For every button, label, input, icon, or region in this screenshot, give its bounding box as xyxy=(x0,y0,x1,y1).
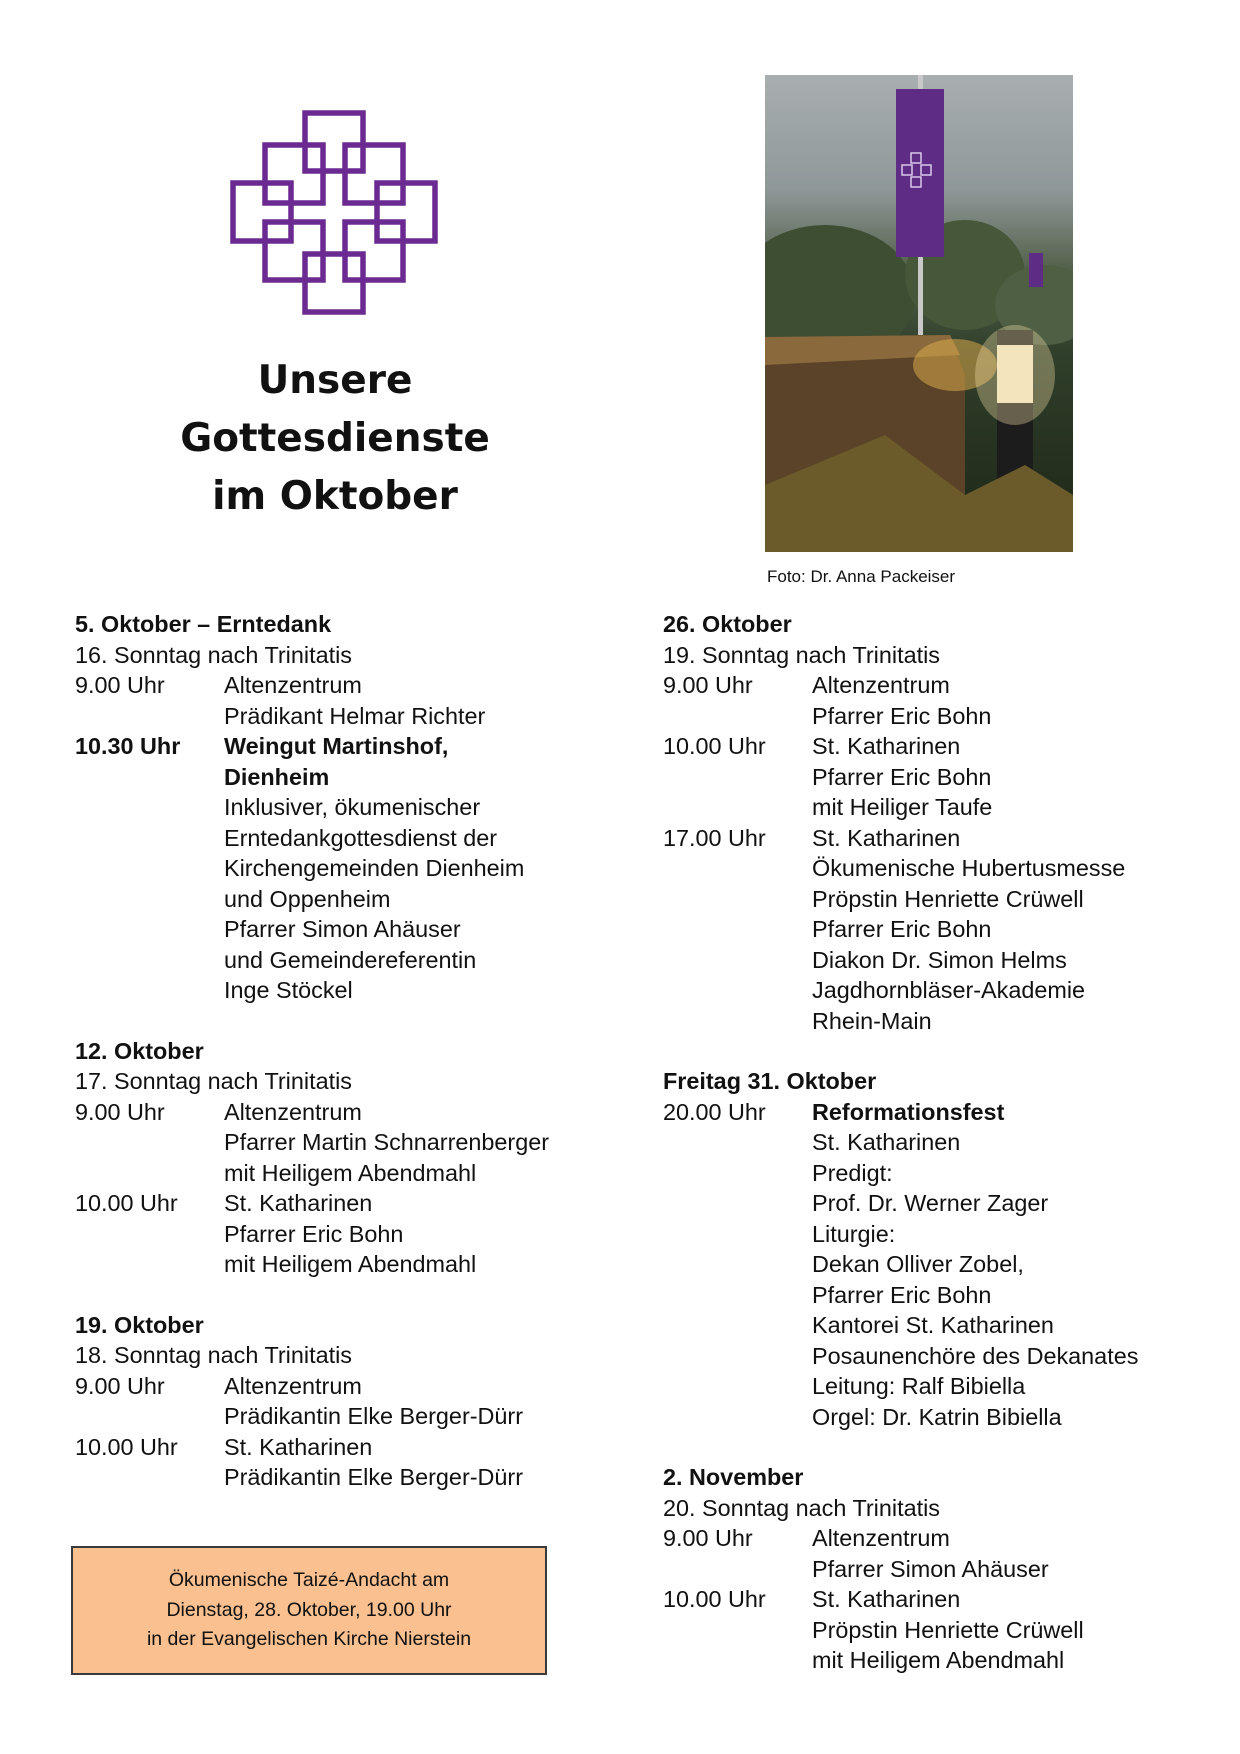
liturgical-day: 18. Sonntag nach Trinitatis xyxy=(75,1342,352,1368)
service-detail: Pfarrer Eric Bohn xyxy=(812,763,992,790)
service-detail: Pfarrer Simon Ahäuser xyxy=(224,916,461,942)
title-line: Unsere xyxy=(257,358,413,403)
service-time: 20.00 Uhr xyxy=(663,1098,766,1125)
liturgical-day: 19. Sonntag nach Trinitatis xyxy=(663,641,940,668)
service-time: 17.00 Uhr xyxy=(663,824,766,851)
service-detail: St. Katharinen xyxy=(812,824,961,851)
service-entry xyxy=(663,1584,1223,1676)
service-detail: Kantorei St. Katharinen xyxy=(812,1312,1054,1338)
service-detail: Dekan Olliver Zobel, xyxy=(812,1251,1024,1277)
service-detail: St. Katharinen xyxy=(812,733,961,759)
service-entry xyxy=(75,731,635,1006)
service-detail: und Oppenheim xyxy=(224,885,391,912)
service-detail: St. Katharinen xyxy=(224,1190,373,1216)
service-detail: Pfarrer Eric Bohn xyxy=(812,702,992,729)
service-detail: Pfarrer Martin Schnarrenberger xyxy=(224,1129,550,1155)
service-detail: Inklusiver, ökumenischer xyxy=(224,794,481,820)
service-entry xyxy=(75,1432,635,1493)
service-detail: Prädikantin Elke Berger-Dürr xyxy=(224,1403,523,1429)
service-entry xyxy=(663,1097,1223,1433)
service-detail: mit Heiligem Abendmahl xyxy=(224,1159,477,1186)
service-time: 10.00 Uhr xyxy=(663,1586,766,1612)
service-location: Dienheim xyxy=(224,763,330,790)
service-detail: Ökumenische Hubertusmesse xyxy=(812,855,1126,881)
service-detail: Inge Stöckel xyxy=(224,977,353,1003)
service-detail: mit Heiligem Abendmahl xyxy=(812,1647,1065,1673)
service-detail: und Gemeindereferentin xyxy=(224,946,477,973)
service-detail: mit Heiligem Abendmahl xyxy=(224,1251,477,1277)
title-line: im Oktober xyxy=(212,474,458,519)
service-detail: mit Heiliger Taufe xyxy=(812,794,993,820)
service-day xyxy=(75,1310,635,1493)
service-day xyxy=(75,1036,635,1280)
service-date: 26. Oktober xyxy=(663,611,792,637)
service-detail: Altenzentrum xyxy=(224,1372,362,1399)
service-time: 10.00 Uhr xyxy=(663,733,766,759)
service-entry xyxy=(75,1371,635,1432)
service-day xyxy=(663,1462,1223,1676)
service-time: 9.00 Uhr xyxy=(75,672,165,698)
service-detail: Pröpstin Henriette Crüwell xyxy=(812,1616,1084,1643)
service-detail: Liturgie: xyxy=(812,1220,896,1247)
service-entry xyxy=(663,823,1223,1037)
service-detail: Pfarrer Eric Bohn xyxy=(224,1220,404,1247)
service-time: 9.00 Uhr xyxy=(75,1372,165,1399)
church-cross-logo-icon xyxy=(230,110,438,315)
service-detail: Prädikantin Elke Berger-Dürr xyxy=(224,1464,523,1490)
service-detail: Altenzentrum xyxy=(812,1525,950,1551)
service-detail: Prädikant Helmar Richter xyxy=(224,702,486,729)
service-entry xyxy=(663,731,1223,823)
church-banner-photo-illustration xyxy=(765,75,1073,552)
service-detail: Pfarrer Eric Bohn xyxy=(812,1281,992,1308)
service-date: 19. Oktober xyxy=(75,1311,204,1338)
service-location: Weingut Martinshof, xyxy=(224,733,449,759)
service-detail: Leitung: Ralf Bibiella xyxy=(812,1373,1026,1399)
service-time: 10.00 Uhr xyxy=(75,1190,178,1216)
service-detail: Pfarrer Eric Bohn xyxy=(812,916,992,942)
title-line: Gottesdienste xyxy=(180,416,490,461)
service-detail: St. Katharinen xyxy=(224,1433,373,1460)
service-time: 10.30 Uhr xyxy=(75,733,181,759)
service-time: 10.00 Uhr xyxy=(75,1433,178,1460)
service-entry xyxy=(75,1097,635,1189)
service-detail: Rhein-Main xyxy=(812,1007,932,1034)
service-day xyxy=(663,1066,1223,1432)
service-detail: Altenzentrum xyxy=(224,672,362,698)
service-date: 12. Oktober xyxy=(75,1037,204,1064)
service-detail: Prof. Dr. Werner Zager xyxy=(812,1190,1049,1216)
service-detail: Erntedankgottesdienst der xyxy=(224,824,498,851)
service-detail: Predigt: xyxy=(812,1159,893,1186)
service-date: Freitag 31. Oktober xyxy=(663,1068,877,1094)
service-day xyxy=(663,609,1223,1036)
liturgical-day: 20. Sonntag nach Trinitatis xyxy=(663,1494,940,1521)
service-time: 9.00 Uhr xyxy=(663,1525,753,1551)
church-photo xyxy=(765,75,1073,552)
service-detail: Pröpstin Henriette Crüwell xyxy=(812,885,1084,912)
service-entry xyxy=(663,670,1223,731)
service-detail: Orgel: Dr. Katrin Bibiella xyxy=(812,1403,1062,1430)
service-time: 9.00 Uhr xyxy=(663,672,753,698)
service-entry xyxy=(75,670,635,731)
taize-notice-box xyxy=(71,1546,547,1675)
page-title xyxy=(130,352,540,526)
service-detail: St. Katharinen xyxy=(812,1586,961,1612)
service-detail: Altenzentrum xyxy=(224,1098,362,1125)
service-time: 9.00 Uhr xyxy=(75,1098,165,1125)
service-detail: St. Katharinen xyxy=(812,1129,961,1155)
service-date: 5. Oktober – Erntedank xyxy=(75,611,332,637)
service-day xyxy=(75,609,635,1006)
service-title: Reformationsfest xyxy=(812,1098,1005,1125)
liturgical-day: 16. Sonntag nach Trinitatis xyxy=(75,641,352,668)
service-detail: Pfarrer Simon Ahäuser xyxy=(812,1555,1049,1582)
service-entry xyxy=(75,1188,635,1280)
service-detail: Diakon Dr. Simon Helms xyxy=(812,946,1067,973)
liturgical-day: 17. Sonntag nach Trinitatis xyxy=(75,1068,352,1094)
notice-line: Ökumenische Taizé-Andacht am xyxy=(168,1569,450,1591)
services-left-column xyxy=(75,609,635,1523)
services-right-column xyxy=(663,609,1223,1706)
service-date: 2. November xyxy=(663,1464,804,1490)
notice-line: in der Evangelischen Kirche Nierstein xyxy=(146,1628,472,1650)
service-detail: Kirchengemeinden Dienheim xyxy=(224,855,525,881)
service-detail: Altenzentrum xyxy=(812,672,950,698)
service-entry xyxy=(663,1523,1223,1584)
service-detail: Jagdhornbläser-Akademie xyxy=(812,977,1086,1003)
photo-caption: Foto: Dr. Anna Packeiser xyxy=(767,567,956,586)
notice-line: Dienstag, 28. Oktober, 19.00 Uhr xyxy=(166,1598,452,1621)
service-detail: Posaunenchöre des Dekanates xyxy=(812,1342,1139,1369)
